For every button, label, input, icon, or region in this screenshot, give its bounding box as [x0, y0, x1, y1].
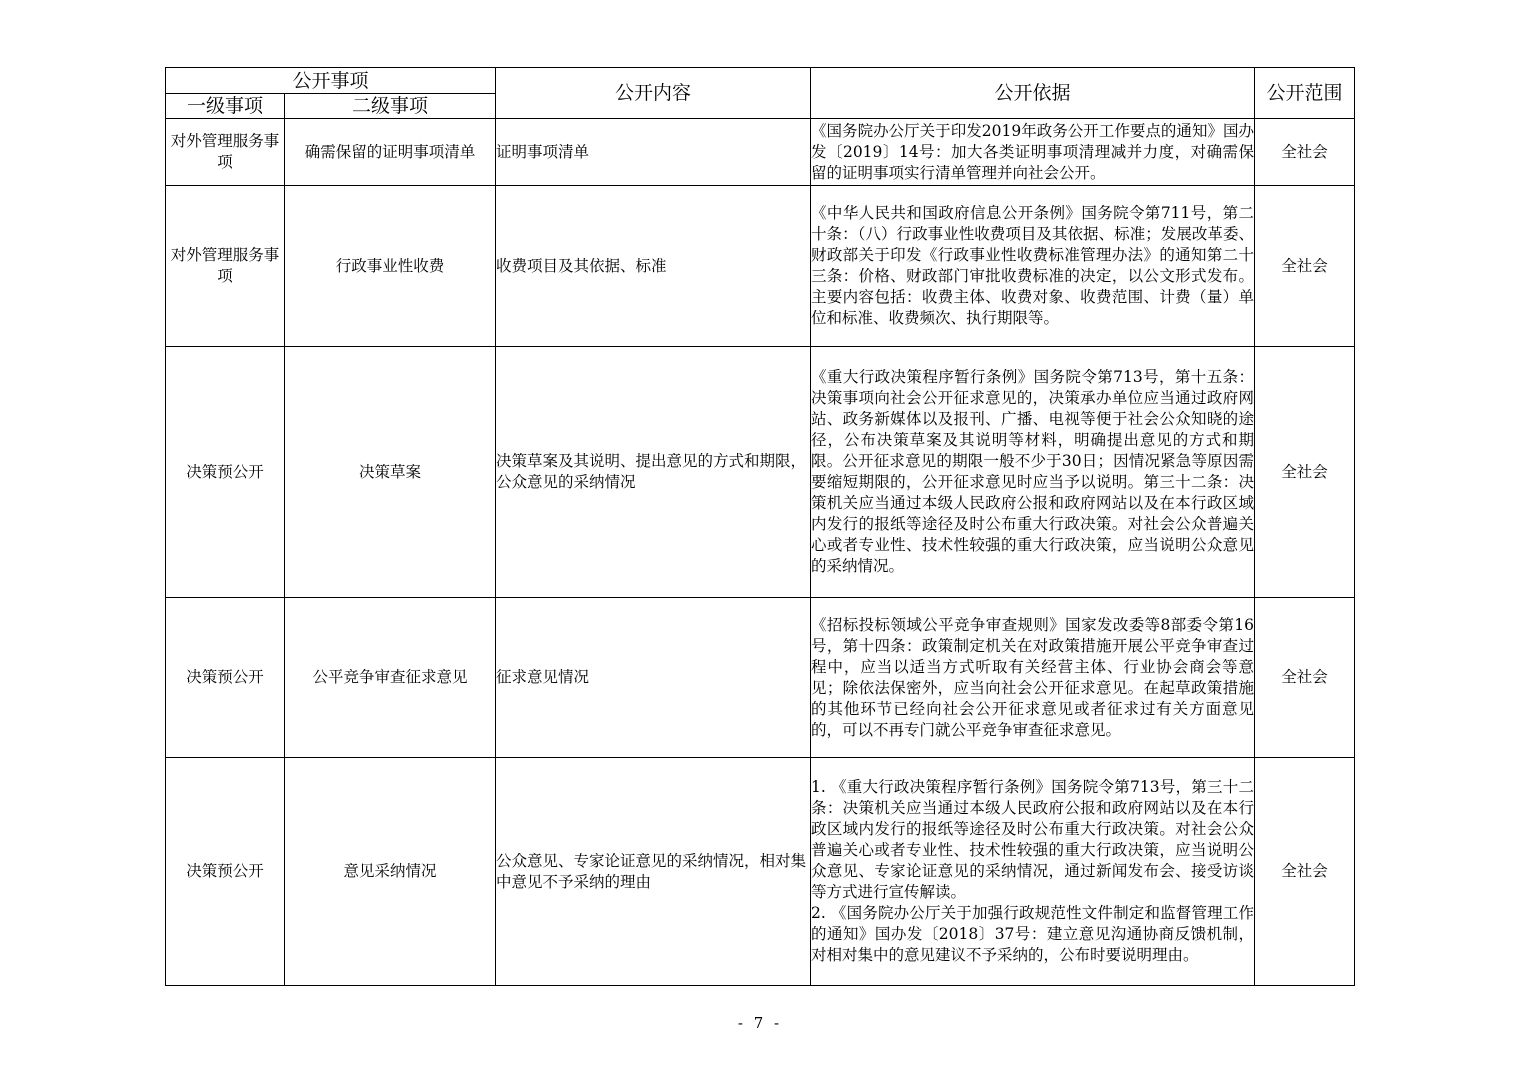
cell-scope: 全社会: [1255, 347, 1355, 598]
basis-paragraph: 《重大行政决策程序暂行条例》国务院令第713号，第十五条：决策事项向社会公开征求意见的，决策承办单位应当通过政府网站、政务新媒体以及报刊、广播、电视等便于社会公众知晓的途径，公布决策草案及其说明等材料，明确提出意见的方式和期限。公开征求意见的期限一般不少于30日；因情况紧急等原因需要缩短期限的，公开征求意见时应当予以说明。第三十二条：决策机关应当通过本级人民政府公报和政府网站以及在本行政区域内发行的报纸等途径及时公布重大行政决策。对社会公众普遍关心或者专业性、技术性较强的重大行政决策，应当说明公众意见的采纳情况。: [811, 368, 1255, 575]
header-level2: 二级事项: [285, 94, 496, 119]
header-scope: 公开范围: [1255, 68, 1355, 119]
table-row: [166, 598, 1355, 758]
cell-level2: 行政事业性收费: [285, 186, 496, 347]
table-row: [166, 119, 1355, 186]
cell-level1: 决策预公开: [166, 347, 285, 598]
disclosure-table: [165, 67, 1355, 986]
cell-scope: 全社会: [1255, 758, 1355, 986]
cell-content: 征求意见情况: [496, 598, 811, 758]
header-level1: 一级事项: [166, 94, 285, 119]
basis-paragraph: 2. 《国务院办公厅关于加强行政规范性文件制定和监督管理工作的通知》国办发〔2018〕37号：建立意见沟通协商反馈机制，对相对集中的意见建议不予采纳的，公布时要说明理由。: [811, 904, 1255, 964]
cell-basis: [811, 347, 1255, 598]
cell-content: 公众意见、专家论证意见的采纳情况，相对集中意见不予采纳的理由: [496, 758, 811, 986]
cell-level2: 公平竞争审查征求意见: [285, 598, 496, 758]
cell-scope: 全社会: [1255, 186, 1355, 347]
cell-basis: [811, 119, 1255, 186]
table-row: [166, 347, 1355, 598]
basis-paragraph: 《中华人民共和国政府信息公开条例》国务院令第711号，第二十条：（八）行政事业性收费项目及其依据、标准；发展改革委、财政部关于印发《行政事业性收费标准管理办法》的通知第二十三条：价格、财政部门审批收费标准的决定，以公文形式发布。主要内容包括：收费主体、收费对象、收费范围、计费（量）单位和标准、收费频次、执行期限等。: [811, 204, 1255, 327]
cell-content: 决策草案及其说明、提出意见的方式和期限，公众意见的采纳情况: [496, 347, 811, 598]
header-basis: 公开依据: [811, 68, 1255, 119]
table-row: [166, 186, 1355, 347]
cell-scope: 全社会: [1255, 598, 1355, 758]
header-content: 公开内容: [496, 68, 811, 119]
header-group: 公开事项: [166, 68, 496, 94]
cell-content: 收费项目及其依据、标准: [496, 186, 811, 347]
cell-level2: 决策草案: [285, 347, 496, 598]
table-row: [166, 758, 1355, 986]
basis-paragraph: 《国务院办公厅关于印发2019年政务公开工作要点的通知》国办发〔2019〕14号：加大各类证明事项清理减并力度，对确需保留的证明事项实行清单管理并向社会公开。: [811, 121, 1255, 182]
cell-basis: [811, 758, 1255, 986]
cell-basis: [811, 598, 1255, 758]
cell-level1: 决策预公开: [166, 758, 285, 986]
cell-basis: [811, 186, 1255, 347]
cell-level1: 对外管理服务事项: [166, 186, 285, 347]
cell-level2: 意见采纳情况: [285, 758, 496, 986]
basis-paragraph: 《招标投标领域公平竞争审查规则》国家发改委等8部委令第16号，第十四条：政策制定机关在对政策措施开展公平竞争审查过程中，应当以适当方式听取有关经营主体、行业协会商会等意见；除依法保密外，应当向社会公开征求意见。在起草政策措施的其他环节已经向社会公开征求意见或者征求过有关方面意见的，可以不再专门就公平竞争审查征求意见。: [811, 615, 1255, 739]
cell-level1: 决策预公开: [166, 598, 285, 758]
header-row-top: [166, 68, 1355, 94]
page-number: - 7 -: [737, 1014, 783, 1032]
cell-level2: 确需保留的证明事项清单: [285, 119, 496, 186]
basis-paragraph: 1. 《重大行政决策程序暂行条例》国务院令第713号，第三十二条：决策机关应当通过本级人民政府公报和政府网站以及在本行政区域内发行的报纸等途径及时公布重大行政决策。对社会公众普遍关心或者专业性、技术性较强的重大行政决策，应当说明公众意见、专家论证意见的采纳情况，通过新闻发布会、接受访谈等方式进行宣传解读。: [811, 778, 1255, 901]
cell-scope: 全社会: [1255, 119, 1355, 186]
cell-level1: 对外管理服务事项: [166, 119, 285, 186]
cell-content: 证明事项清单: [496, 119, 811, 186]
